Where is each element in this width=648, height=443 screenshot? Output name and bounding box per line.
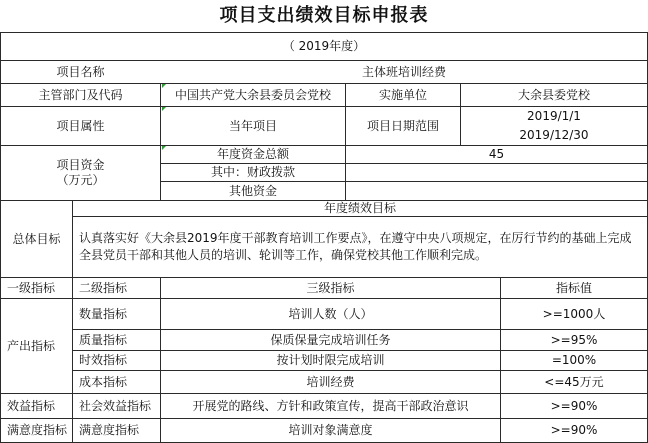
indicator-level2: 社会效益指标: [79, 398, 152, 413]
group-output: 产出指标: [7, 338, 56, 353]
fund-other-label: 其他资金: [228, 183, 277, 198]
indicator-level3: 培训经费: [306, 374, 355, 389]
indicator-level3: 保质保量完成培训任务: [270, 332, 391, 347]
indicator-level2: 数量指标: [79, 306, 128, 321]
dept-value: 中国共产党大余县委员会党校: [174, 87, 331, 102]
indicator-value: >=95%: [550, 332, 598, 347]
indicator-level3: 按计划时限完成培训: [276, 353, 385, 367]
form-title: 项目支出绩效目标申报表: [219, 5, 429, 26]
indicator-value: >=90%: [550, 398, 598, 413]
indicator-value: =100%: [551, 353, 597, 367]
indicator-level3: 开展党的路线、方针和政策宣传，提高干部政治意识: [192, 398, 469, 413]
fund-total-label: 年度资金总额: [216, 147, 289, 161]
indicator-level2: 时效指标: [79, 353, 128, 367]
goal-text: 认真落实好《大余县2019年度干部教育培训工作要点》，在遵守中央八项规定，在厉行节约的基础上完成全县党员干部和其他人员的培训、轮训等工作，确保党校其他工作顺利完成。: [79, 231, 632, 262]
project-name-label: 项目名称: [56, 64, 105, 79]
indicator-value: <=45万元: [544, 374, 604, 389]
header-level3: 三级指标: [306, 280, 355, 295]
indicator-value: >=1000人: [542, 306, 606, 321]
attr-value: 当年项目: [228, 118, 277, 133]
group-satisfaction: 满意度指标: [7, 423, 68, 437]
indicator-level2: 质量指标: [79, 332, 128, 347]
date-start: 2019/1/1: [527, 109, 581, 123]
header-level2: 二级指标: [79, 280, 128, 295]
fund-fiscal-value: [346, 164, 647, 181]
fund-other-value: [346, 182, 647, 200]
indicator-level2: 满意度指标: [79, 423, 140, 437]
group-benefit: 效益指标: [7, 398, 56, 413]
attr-label: 项目属性: [56, 118, 105, 133]
goal-label: 总体目标: [12, 231, 61, 246]
fund-label-line2: （万元）: [56, 173, 105, 187]
impl-value: 大余县委党校: [517, 87, 590, 102]
year-label: （ 2019年度）: [282, 39, 366, 53]
indicator-level3: 培训人数（人）: [288, 306, 373, 321]
indicator-level2: 成本指标: [79, 374, 128, 389]
header-level1: 一级指标: [7, 280, 56, 295]
dept-label: 主管部门及代码: [38, 87, 123, 102]
header-value: 指标值: [555, 280, 592, 295]
goal-header: 年度绩效目标: [323, 201, 396, 215]
date-end: 2019/12/30: [519, 128, 589, 142]
fund-label-line1: 项目资金: [56, 158, 105, 172]
fund-label: [1, 146, 160, 200]
indicator-level3: 培训对象满意度: [288, 423, 373, 437]
impl-label: 实施单位: [378, 87, 427, 102]
indicator-value: >=90%: [550, 423, 598, 437]
fund-fiscal-label: 其中：财政拨款: [210, 165, 295, 179]
date-label: 项目日期范围: [366, 118, 439, 133]
project-name-value: 主体班培训经费: [361, 64, 446, 79]
fund-total-value: 45: [488, 147, 505, 161]
